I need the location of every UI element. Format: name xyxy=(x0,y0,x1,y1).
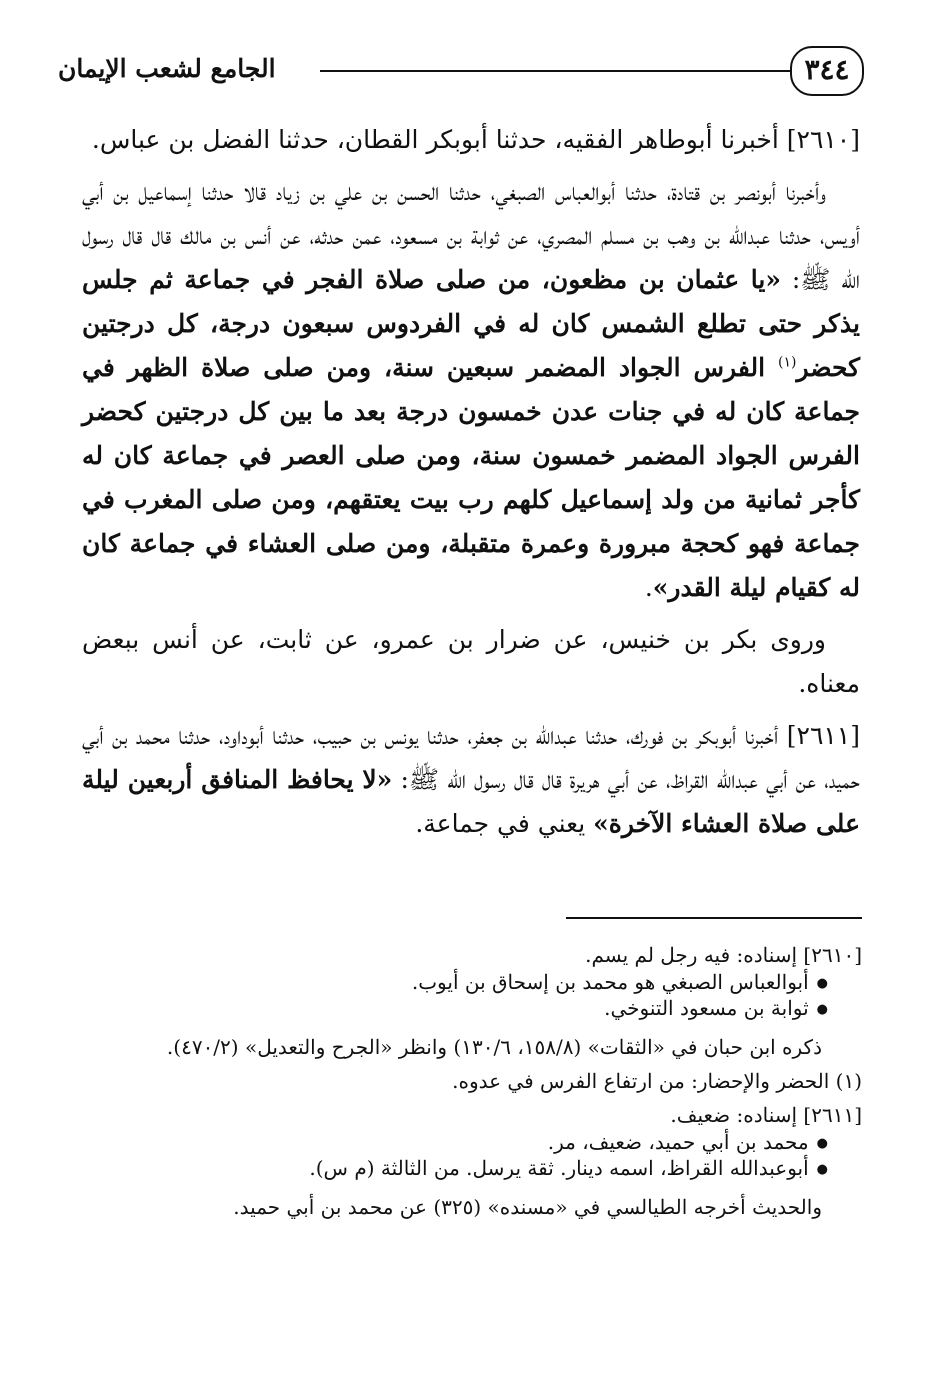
hadith-2611-isnad: [٢٦١١] أخبرنا أبوبكر بن فورك، حدثنا عبدالله بن جعفر، حدثنا يونس بن حبيب، حدثنا أبوداود، حدثنا محمد بن أبي حميد، عن أبي عبدالله القراظ، عن أبي هريرة قال قال رسول الله ﷺ: xyxy=(82,721,860,794)
page-number: ٣٤٤ xyxy=(790,46,864,96)
narration-note: وروى بكر بن خنيس، عن ضرار بن عمرو، عن ثابت، عن أنس ببعض معناه. xyxy=(82,625,860,698)
hadith-2610-isnad: وأخبرنا أبونصر بن قتادة، حدثنا أبوالعباس الصبغي، حدثنا الحسن بن علي بن زياد قالا حدثنا إسماعيل بن أبي أويس، حدثنا عبدالله بن وهب بن مسلم المصري، عن ثوابة بن مسعود، عمن حدثه، عن أنس بن مالك قال قال رسول الله ﷺ: xyxy=(82,177,860,294)
book-title: الجامع لشعب الإيمان xyxy=(58,54,276,83)
footnote-2610-bullets xyxy=(90,970,862,1022)
page-header xyxy=(58,46,864,102)
hadith-2611-text xyxy=(82,714,860,846)
footnotes xyxy=(90,940,862,1222)
list-item: ● ثوابة بن مسعود التنوخي. xyxy=(90,996,828,1022)
hadith-2611-end: يعني في جماعة. xyxy=(415,809,594,838)
footnote-2611-bullets xyxy=(90,1130,862,1182)
main-text xyxy=(82,118,860,846)
list-item: ● أبوعبدالله القراظ، اسمه دينار. ثقة يرسل. من الثالثة (م س). xyxy=(90,1156,828,1182)
hadith-2610-matn-b: الفرس الجواد المضمر سبعين سنة، ومن صلى صلاة الظهر في جماعة كان له في جنات عدن خمسون درجة بعد ما بين كل درجتين كحضر الفرس الجواد المضمر خمسون سنة، ومن صلى العصر في جماعة كان له كأجر ثمانية من ولد إسماعيل كلهم رب بيت يعتقهم، ومن صلى المغرب في جماعة فهو كحجة مبرورة وعمرة متقبلة، ومن صلى العشاء في جماعة كان له كقيام ليلة القدر» xyxy=(82,353,860,602)
footnote-rule xyxy=(566,917,862,919)
footnote-ref-1: (١) xyxy=(778,354,797,371)
hadith-2611-matn: «لا يحافظ المنافق أربعين ليلة على صلاة العشاء الآخرة» xyxy=(82,765,860,838)
footnote-2610-ref: ذكره ابن حبان في «الثقات» (١٥٨/٨، ١٣٠/٦) وانظر «الجرح والتعديل» (٤٧٠/٢). xyxy=(166,1035,822,1059)
hadith-2610-text xyxy=(82,170,860,610)
footnote-2611: [٢٦١١] إسناده: ضعيف. xyxy=(670,1103,862,1127)
footnote-1: (١) الحضر والإحضار: من ارتفاع الفرس في عدوه. xyxy=(452,1069,862,1093)
list-item: ● محمد بن أبي حميد، ضعيف، مر. xyxy=(90,1130,828,1156)
hadith-2610-end: . xyxy=(644,573,653,602)
hadith-2610-chain: [٢٦١٠] أخبرنا أبوطاهر الفقيه، حدثنا أبوبكر القطان، حدثنا الفضل بن عباس. xyxy=(91,125,860,154)
hadith-2610-matn-a: «يا عثمان بن مظعون، من صلى صلاة الفجر في جماعة ثم جلس يذكر حتى تطلع الشمس كان له في الفردوس سبعون درجة، كل درجتين كحضر xyxy=(82,265,860,382)
footnote-2611-ref: والحديث أخرجه الطيالسي في «مسنده» (٣٢٥) عن محمد بن أبي حميد. xyxy=(233,1195,822,1219)
footnote-2610: [٢٦١٠] إسناده: فيه رجل لم يسم. xyxy=(585,943,862,967)
header-rule xyxy=(320,70,790,72)
list-item: ● أبوالعباس الصبغي هو محمد بن إسحاق بن أيوب. xyxy=(90,970,828,996)
